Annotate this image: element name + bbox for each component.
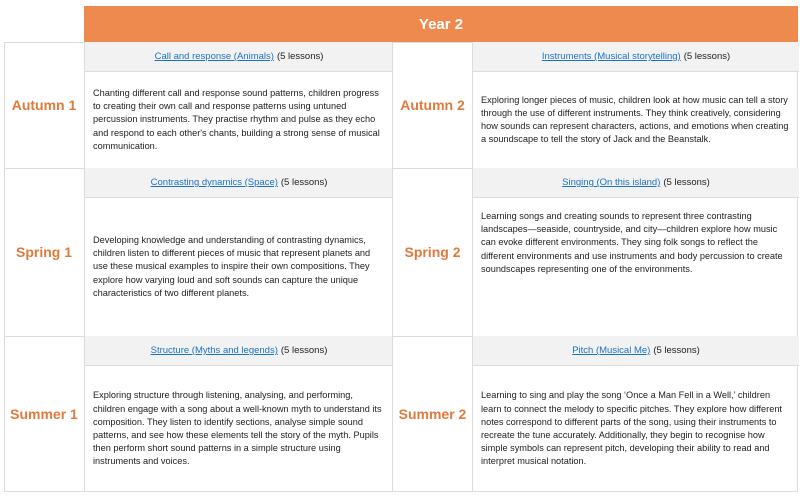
unit-description: Chanting different call and response sound patterns, children progress to creating their own call and response patterns using untuned percussion instruments. They practise rhythm and pulse as they echo and respond to each other's chants, building a strong sense of musical communication. [93, 87, 380, 151]
unit-link[interactable]: Call and response (Animals) [154, 51, 274, 62]
unit-link[interactable]: Structure (Myths and legends) [150, 345, 278, 356]
unit-card [84, 336, 393, 492]
unit-card [472, 336, 799, 492]
lesson-count: (5 lessons) [683, 51, 731, 62]
unit-description: Developing knowledge and understanding of contrasting dynamics, children listen to different pieces of music that represent planets and use these musical examples to inspire their own compositions. They explore how varying loud and soft sounds can capture the unique characteristics of two different planets. [93, 234, 371, 298]
unit-link[interactable]: Pitch (Musical Me) [572, 345, 651, 356]
lesson-count: (5 lessons) [663, 177, 710, 188]
unit-title [85, 42, 393, 72]
unit-card [472, 42, 799, 168]
unit-title [473, 168, 799, 198]
unit-link[interactable]: Singing (On this island) [562, 177, 661, 188]
lesson-count: (5 lessons) [280, 345, 328, 356]
unit-description: Learning to sing and play the song ‘Once a Man Fell in a Well,’ children learn to connect the melody to specific pitches. They explore how different notes correspond to different parts of the song, using their instruments to recreate the tune accurately. Additionally, they begin to recognise how simple symbols can represent pitch, developing their ability to read and interpret musical notation. [481, 390, 782, 467]
unit-title [85, 168, 393, 198]
semester-label: Summer 1 [10, 406, 78, 422]
unit-card [84, 42, 393, 168]
semester-label: Spring 2 [392, 168, 472, 336]
unit-title [473, 336, 799, 366]
semester-label: Autumn 1 [11, 97, 77, 113]
unit-description: Exploring longer pieces of music, children look at how music can tell a story through the use of different instruments. They think creatively, considering how sounds can represent characters, actions, and emotions when creating a soundscape to tell the story of Jack and the Beanstalk. [481, 94, 789, 145]
unit-card [84, 168, 393, 336]
year-title: Year 2 [418, 15, 464, 33]
table-row [4, 168, 798, 336]
lesson-count: (5 lessons) [653, 345, 700, 356]
unit-description: Exploring structure through listening, analysing, and performing, children engage with a song about a well-known myth to understand its composition. They listen to identify sections, analyse simple sound patterns, and see how these elements tell the story of the myth. Pupils then perform short sound patterns in a simple structure using instruments and voices. [93, 390, 382, 467]
semester-label: Spring 1 [15, 244, 72, 260]
unit-card [472, 168, 799, 336]
table-row [4, 42, 798, 168]
year-header [84, 6, 798, 42]
lesson-count: (5 lessons) [276, 51, 324, 62]
unit-title [473, 42, 799, 72]
unit-link[interactable]: Contrasting dynamics (Space) [150, 177, 278, 188]
semester-label: Autumn 2 [392, 42, 472, 168]
unit-description: Learning songs and creating sounds to represent three contrasting landscapes—seaside, countryside, and city—children explore how music can evoke different environments. They sing folk songs to reflect the different environments and use instruments and body percussion to create soundscapes representing one of the environments. [481, 211, 783, 274]
lesson-count: (5 lessons) [280, 177, 328, 188]
unit-title [85, 336, 393, 366]
semester-label: Summer 2 [392, 336, 472, 492]
unit-link[interactable]: Instruments (Musical storytelling) [541, 51, 681, 62]
table-row [4, 336, 798, 492]
